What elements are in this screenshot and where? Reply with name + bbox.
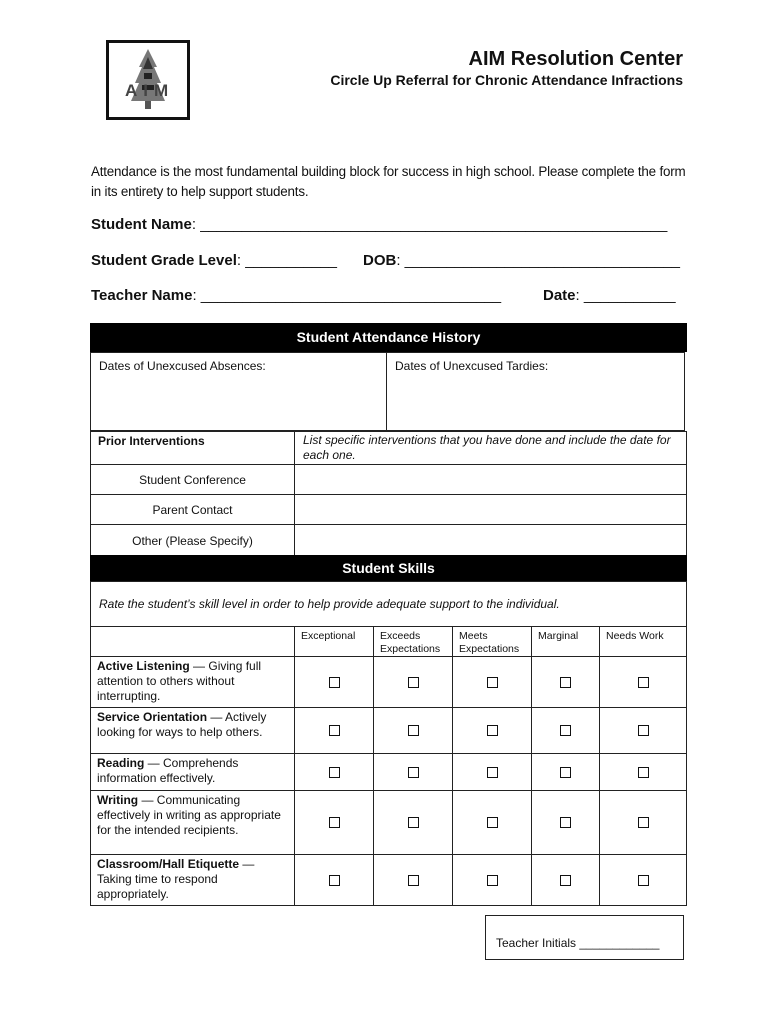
student-name-field[interactable] [91,216,667,233]
rating-checkbox[interactable] [487,817,498,828]
rating-checkbox[interactable] [638,767,649,778]
rating-checkbox[interactable] [560,677,571,688]
rating-cell [294,656,374,708]
skills-header-blank [90,626,295,657]
column-header [373,626,453,657]
rating-cell [373,753,453,791]
skill-name: Active Listening [97,659,190,673]
column-header [294,626,374,657]
intervention-label-cell [90,524,295,556]
rating-cell [452,790,532,855]
logo-text: AIM [125,81,175,100]
rating-cell [599,854,687,906]
intervention-label: Student Conference [139,473,246,487]
teacher-name-label: Teacher Name [91,287,193,304]
absences-label: Dates of Unexcused Absences: [99,359,266,373]
rating-checkbox[interactable] [329,767,340,778]
prior-interventions-label: Prior Interventions [98,434,205,448]
rating-cell [294,854,374,906]
attendance-history-heading: Student Attendance History [90,323,687,352]
grade-level-label: Student Grade Level [91,252,237,269]
column-header-label: Needs Work [606,630,664,642]
rating-cell [373,707,453,754]
rating-cell [599,707,687,754]
date-line: : ___________ [575,287,676,304]
rating-checkbox[interactable] [329,725,340,736]
skill-name: Writing [97,793,139,807]
grade-level-field[interactable] [91,252,337,269]
intervention-label-cell [90,494,295,525]
rating-checkbox[interactable] [638,875,649,886]
skills-instructions: Rate the student’s skill level in order to help provide adequate support to the individual. [99,597,560,611]
intervention-label-cell [90,464,295,495]
rating-cell [531,854,600,906]
rating-cell [294,790,374,855]
rating-checkbox[interactable] [329,817,340,828]
skill-label-cell [90,854,295,906]
teacher-initials-label: Teacher Initials ____________ [496,936,660,950]
rating-cell [599,790,687,855]
absences-box[interactable] [90,352,387,431]
logo-emblem-icon [109,43,187,117]
teacher-initials-box[interactable] [485,915,684,960]
intervention-label: Parent Contact [152,503,233,517]
skill-description: — Taking time to respond appropriately. [97,857,255,901]
logo [106,40,190,120]
column-header-label: Exceeds Expectations [380,630,441,655]
prior-instructions-cell [294,431,687,465]
rating-checkbox[interactable] [560,875,571,886]
rating-cell [531,790,600,855]
skill-description: — Communicating effectively in writing as appropriate for the intended recipients. [97,793,281,837]
column-header [452,626,532,657]
column-header [599,626,687,657]
rating-cell [373,790,453,855]
skill-label-cell [90,656,295,708]
rating-checkbox[interactable] [487,677,498,688]
teacher-name-line: : ____________________________________ [192,287,502,304]
skill-name: Service Orientation [97,710,208,724]
rating-checkbox[interactable] [408,725,419,736]
skill-name: Reading [97,756,145,770]
skill-description: — Actively looking for ways to help others. [97,710,267,739]
student-name-label: Student Name [91,216,192,233]
rating-checkbox[interactable] [487,767,498,778]
intervention-label: Other (Please Specify) [132,534,253,548]
intervention-input-cell[interactable] [294,494,687,525]
rating-cell [452,656,532,708]
rating-checkbox[interactable] [408,677,419,688]
rating-checkbox[interactable] [487,875,498,886]
teacher-name-field[interactable] [91,287,501,304]
rating-cell [373,854,453,906]
rating-checkbox[interactable] [560,817,571,828]
page-subtitle: Circle Up Referral for Chronic Attendance Infractions [330,72,683,88]
rating-checkbox[interactable] [560,767,571,778]
rating-cell [531,707,600,754]
grade-level-line: : ___________ [236,252,337,269]
rating-checkbox[interactable] [638,677,649,688]
dob-label: DOB [363,252,397,269]
rating-cell [294,753,374,791]
prior-instructions: List specific interventions that you have done and include the date for each one. [303,433,671,462]
skill-label-cell [90,790,295,855]
rating-cell [531,753,600,791]
rating-checkbox[interactable] [408,817,419,828]
student-name-line: : ________________________________________________________ [191,216,668,233]
date-field[interactable] [543,287,676,304]
rating-cell [599,753,687,791]
page-title: AIM Resolution Center [468,48,683,70]
rating-cell [599,656,687,708]
skill-label-cell [90,753,295,791]
rating-checkbox[interactable] [638,725,649,736]
column-header-label: Meets Expectations [459,630,520,655]
column-header-label: Exceptional [301,630,356,642]
skills-instructions-cell [90,581,687,627]
dob-line: : _________________________________ [396,252,680,269]
prior-interventions-cell [90,431,295,465]
rating-cell [373,656,453,708]
skill-description: — Comprehends information effectively. [97,756,239,785]
student-skills-heading: Student Skills [90,555,687,582]
date-label: Date [543,287,576,304]
rating-cell [531,656,600,708]
skill-label-cell [90,707,295,754]
tardies-box[interactable] [386,352,685,431]
rating-checkbox[interactable] [560,725,571,736]
column-header [531,626,600,657]
rating-checkbox[interactable] [329,677,340,688]
intervention-input-cell[interactable] [294,524,687,556]
intervention-input-cell[interactable] [294,464,687,495]
skill-name: Classroom/Hall Etiquette [97,857,240,871]
rating-checkbox[interactable] [408,875,419,886]
rating-cell [452,753,532,791]
rating-checkbox[interactable] [408,767,419,778]
rating-cell [452,707,532,754]
column-header-label: Marginal [538,630,579,642]
skill-description: — Giving full attention to others without interrupting. [97,659,262,703]
rating-cell [294,707,374,754]
tardies-label: Dates of Unexcused Tardies: [395,359,549,373]
rating-checkbox[interactable] [329,875,340,886]
rating-checkbox[interactable] [638,817,649,828]
intro-paragraph: Attendance is the most fundamental building block for success in high school. Please complete the form in its entirety to help support students. [91,164,686,199]
rating-cell [452,854,532,906]
rating-checkbox[interactable] [487,725,498,736]
dob-field[interactable] [363,252,680,269]
